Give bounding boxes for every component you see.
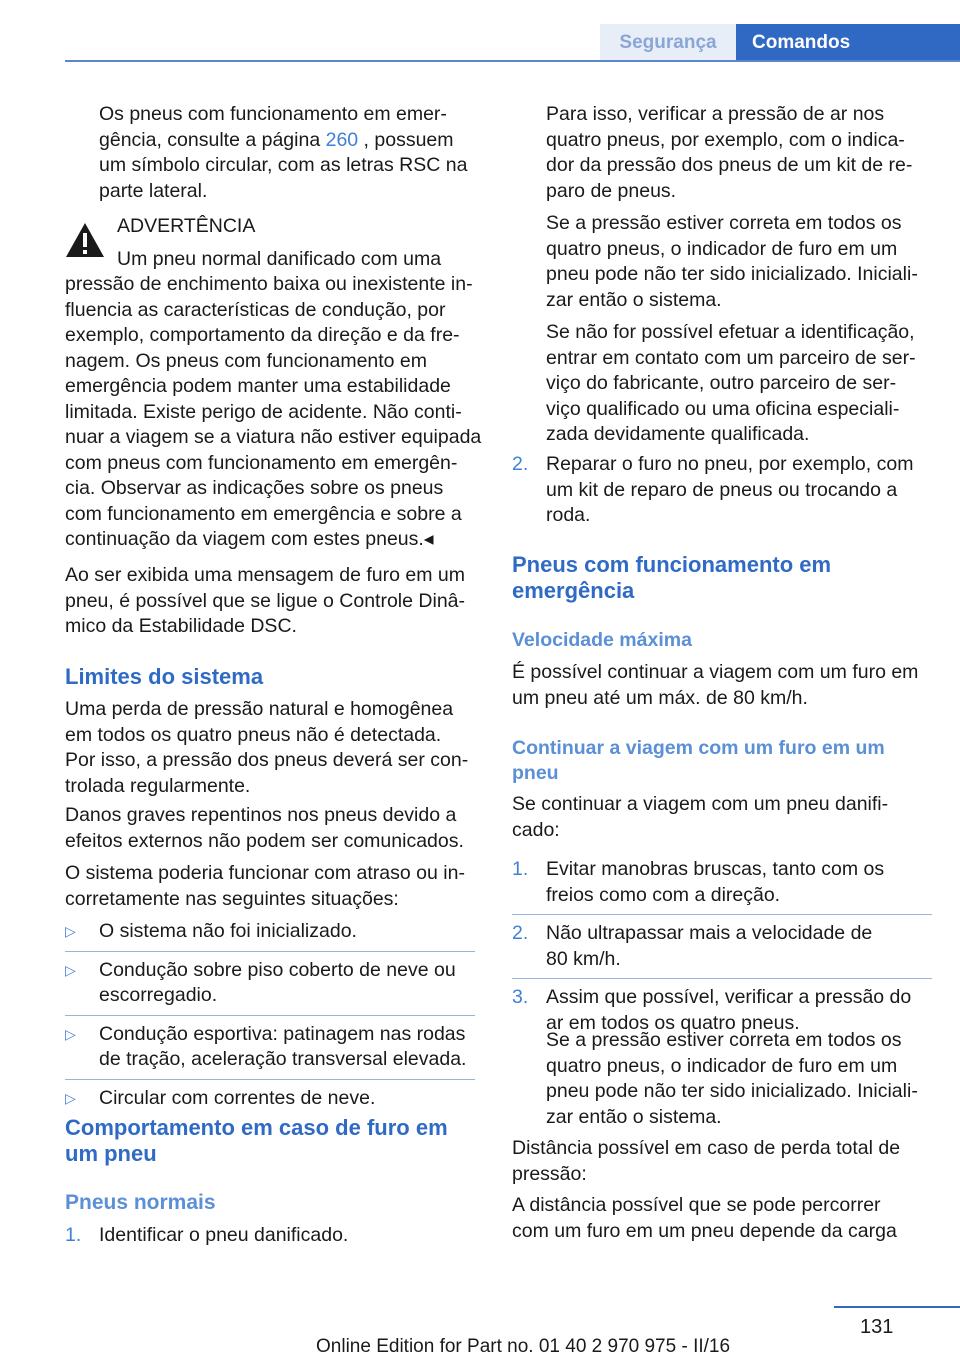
text-line: efeitos externos não podem ser comunicados.	[65, 829, 464, 852]
text-line: O sistema não foi inicializado.	[99, 920, 357, 942]
tab-seguranca[interactable]: Segurança	[600, 24, 736, 62]
text-line: cado:	[512, 818, 560, 841]
text-line: emergência	[512, 578, 635, 603]
step1-continuation-2	[546, 211, 936, 313]
text-line: limitada. Existe perigo de acidente. Não conti-	[65, 400, 462, 423]
text-line: viço qualificado ou uma oficina especiali-	[546, 397, 900, 420]
intro-paragraph	[99, 102, 489, 204]
text-line: em todos os quatro pneus não é detectada.	[65, 723, 442, 746]
text-line: Se continuar a viagem com um pneu danifi-	[512, 793, 889, 815]
text-line: O sistema poderia funcionar com atraso ou in-	[65, 862, 465, 884]
text-line: com funcionamento em emergência e sobre a	[65, 502, 462, 525]
text-line: dor da pressão dos pneus de um kit de re-	[546, 154, 913, 176]
text-span: gência, consulte a página	[99, 128, 326, 151]
text-line: pneu	[512, 762, 559, 784]
heading-pneus-emergencia	[512, 552, 932, 604]
text-line: 80 km/h.	[546, 947, 621, 970]
text-line: pneu pode não ter sido inicializado. Iniciali-	[546, 1080, 918, 1102]
step1-continuation-1	[546, 102, 936, 204]
heading-continuar-viagem	[512, 736, 932, 786]
text-line: Reparar o furo no pneu, por exemplo, com	[546, 453, 914, 475]
bullet-triangle-icon: ▷	[65, 961, 76, 978]
text-line: de tração, aceleração transversal elevada.	[99, 1048, 467, 1070]
step-number: 1.	[512, 858, 529, 880]
heading-limites-do-sistema: Limites do sistema	[65, 664, 264, 689]
heading-comportamento	[65, 1115, 485, 1167]
text-line: Comportamento em caso de furo em	[65, 1115, 448, 1140]
text-line: Se a pressão estiver correta em todos os	[546, 212, 902, 234]
step-number: 3.	[512, 986, 529, 1008]
continue-paragraph	[512, 792, 932, 843]
text-line: Evitar manobras bruscas, tanto com os	[546, 858, 885, 880]
bullet-triangle-icon: ▷	[65, 923, 76, 939]
text-line: zada devidamente qualificada.	[546, 423, 810, 445]
text-line: Se a pressão estiver correta em todos os	[546, 1029, 902, 1051]
bullet-triangle-icon: ▷	[65, 1089, 76, 1106]
text-line: quatro pneus, o indicador de furo em um	[546, 1054, 898, 1077]
text-line: exemplo, comportamento da direção e da fre-	[65, 324, 460, 346]
distance-paragraph-1	[512, 1136, 932, 1187]
text-line: pneu pode não ter sido inicializado. Iniciali-	[546, 263, 918, 285]
text-line: pressão de enchimento baixa ou inexistente in-	[65, 273, 473, 295]
text-line	[99, 128, 489, 154]
text-line: Por isso, a pressão dos pneus deverá ser con-	[65, 749, 469, 771]
text-line: A distância possível que se pode percorrer	[512, 1194, 881, 1216]
bullet-triangle-icon: ▷	[65, 1025, 76, 1042]
bullet-item	[65, 919, 475, 952]
step-item	[512, 857, 932, 915]
text-line: Identificar o pneu danificado.	[99, 1224, 349, 1246]
text-line: um kit de reparo de pneus ou trocando a	[546, 478, 898, 501]
text-line: Assim que possível, verificar a pressão do	[546, 986, 912, 1008]
text-span: , possuem	[358, 128, 454, 151]
bullet-item	[65, 1080, 475, 1112]
step3-subparagraph	[546, 1028, 936, 1130]
text-line: roda.	[546, 504, 591, 526]
text-line: um símbolo circular, com as letras RSC na	[99, 154, 468, 176]
text-line: Ao ser exibida uma mensagem de furo em um	[65, 564, 465, 586]
text-line: paro de pneus.	[546, 179, 677, 202]
text-line: corretamente nas seguintes situações:	[65, 887, 399, 910]
text-line: Distância possível em caso de perda total de	[512, 1137, 901, 1159]
tab-comandos[interactable]: Comandos	[736, 24, 960, 62]
text-line: Condução sobre piso coberto de neve ou	[99, 958, 456, 981]
step-number: 1.	[65, 1224, 82, 1246]
text-line: emergência podem manter uma estabilidade	[65, 375, 451, 397]
warning-triangle-icon	[65, 222, 105, 258]
text-line: cia. Observar as indicações sobre os pneus	[65, 477, 444, 499]
page-link[interactable]: 260	[325, 128, 359, 151]
text-line: zar então o sistema.	[546, 288, 722, 311]
limits-paragraph-2	[65, 803, 485, 854]
text-line: Circular com correntes de neve.	[99, 1086, 376, 1109]
text-line: fluencia as características de condução, por	[65, 298, 446, 321]
heading-velocidade-maxima: Velocidade máxima	[512, 629, 692, 651]
text-line: mico da Estabilidade DSC.	[65, 615, 297, 637]
page-number: 131	[860, 1316, 894, 1338]
step-item	[65, 1223, 509, 1249]
steps-list	[512, 857, 932, 1036]
warning-title: ADVERTÊNCIA	[117, 215, 256, 237]
text-line: com pneus com funcionamento em emergên-	[65, 451, 458, 474]
text-line: Para isso, verificar a pressão de ar nos	[546, 103, 885, 125]
text-line: escorregadio.	[99, 984, 218, 1006]
text-line: freios como com a direção.	[546, 883, 781, 906]
dsc-paragraph	[65, 563, 485, 640]
warning-header	[117, 214, 487, 272]
bullet-item	[65, 1016, 475, 1080]
warning-body	[65, 272, 485, 553]
step-number: 2.	[512, 453, 529, 475]
text-line: parte lateral.	[99, 179, 208, 202]
text-line: Uma perda de pressão natural e homogênea	[65, 698, 454, 720]
footer-rule	[834, 1306, 960, 1308]
text-line: pneu, é possível que se ligue o Controle Dinâ-	[65, 589, 465, 612]
text-line: É possível continuar a viagem com um furo em	[512, 661, 919, 683]
text-line: quatro pneus, por exemplo, com o indica-	[546, 128, 905, 151]
limits-paragraph-3	[65, 861, 485, 912]
step1-continuation-3	[546, 320, 936, 448]
text-line: Um pneu normal danificado com uma	[117, 247, 442, 270]
text-line: um pneu	[65, 1141, 157, 1166]
speed-paragraph	[512, 660, 932, 711]
text-line: com um furo em um pneu depende da carga	[512, 1219, 897, 1242]
text-line: um pneu até um máx. de 80 km/h.	[512, 686, 808, 709]
text-line: Os pneus com funcionamento em emer-	[99, 103, 447, 125]
text-line: viço do fabricante, outro parceiro de ser-	[546, 372, 897, 394]
text-line: Não ultrapassar mais a velocidade de	[546, 922, 873, 944]
text-line: trolada regularmente.	[65, 774, 251, 797]
text-line: Se não for possível efetuar a identificação,	[546, 321, 915, 343]
step-item	[512, 452, 960, 529]
bullet-list	[65, 919, 475, 1111]
text-line: nagem. Os pneus com funcionamento em	[65, 349, 428, 372]
text-line: Condução esportiva: patinagem nas rodas	[99, 1022, 466, 1045]
edition-footer: Online Edition for Part no. 01 40 2 970 975 - II/16	[316, 1336, 731, 1357]
text-line: quatro pneus, o indicador de furo em um	[546, 237, 898, 260]
distance-paragraph-2	[512, 1193, 932, 1244]
text-line: zar então o sistema.	[546, 1105, 722, 1128]
header-rule	[65, 60, 960, 62]
text-line: Continuar a viagem com um furo em um	[512, 737, 885, 759]
limits-paragraph-1	[65, 697, 485, 799]
step-item	[512, 915, 932, 979]
bullet-item	[65, 952, 475, 1016]
text-line: continuação da viagem com estes pneus.◂	[65, 528, 434, 550]
text-line: nuar a viagem se a viatura não estiver equipada	[65, 426, 482, 448]
heading-pneus-normais: Pneus normais	[65, 1191, 216, 1214]
text-line: Danos graves repentinos nos pneus devido a	[65, 804, 457, 826]
text-line: ar em todos os quatro pneus.	[546, 1011, 800, 1034]
text-line: Pneus com funcionamento em	[512, 552, 832, 577]
text-line: pressão:	[512, 1162, 587, 1185]
step-text	[546, 452, 960, 529]
step-number: 2.	[512, 922, 529, 944]
text-line: entrar em contato com um parceiro de ser-	[546, 346, 916, 369]
